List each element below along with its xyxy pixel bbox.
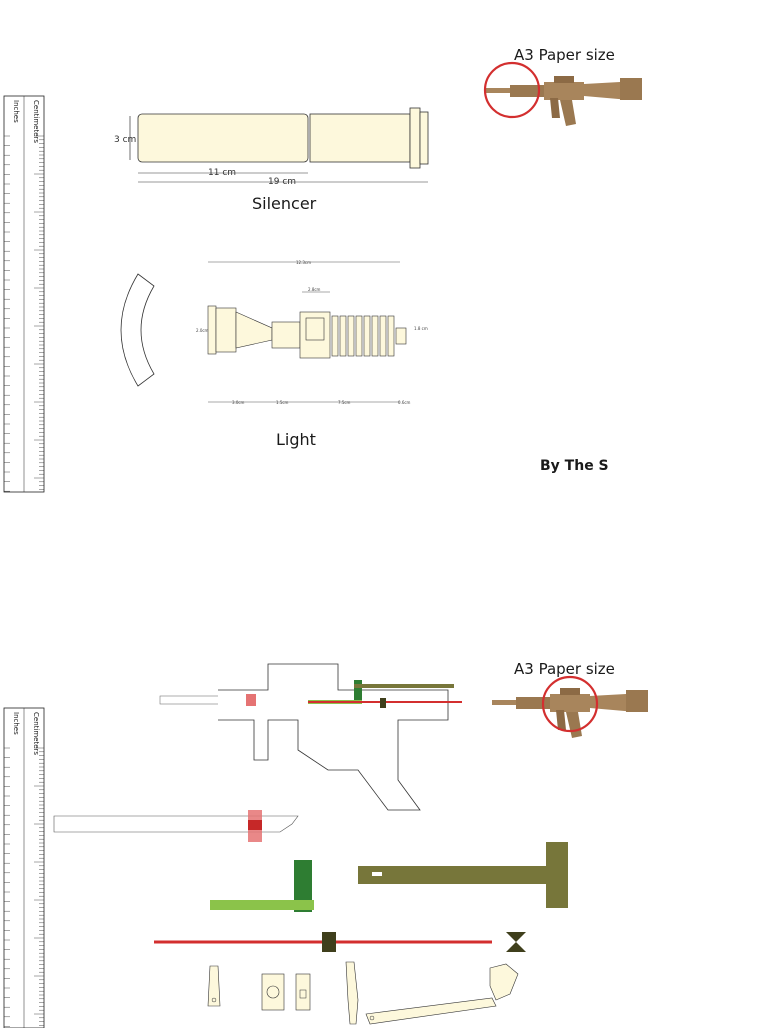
light-dim: 1.8 cm: [414, 326, 428, 331]
page-sheet-2: [0, 640, 768, 1024]
light-dim: 0.6cm: [398, 400, 411, 405]
light-curved-cutout: [108, 270, 168, 390]
light-dim: 1.5cm: [276, 400, 289, 405]
light-drawing: [196, 256, 436, 416]
silencer-height-dim: 3 cm: [114, 135, 137, 145]
light-rib: [388, 316, 394, 356]
light-rib: [380, 316, 386, 356]
red-rod-drawing: [152, 928, 532, 956]
light-rib: [332, 316, 338, 356]
green-lever-drawing: [208, 858, 318, 914]
silencer-drawing: [110, 108, 440, 188]
light-rib: [372, 316, 378, 356]
ruler: [0, 96, 48, 496]
paper-size-header: A3 Paper size: [514, 660, 615, 678]
credit-label: By The S: [540, 458, 609, 474]
light-rib: [356, 316, 362, 356]
ruler-cm-label: Centimeters: [32, 712, 40, 756]
receiver-assembly-drawing: [158, 660, 468, 820]
rifle-thumbnail: [486, 676, 656, 752]
light-dim: 2.0cm: [196, 328, 209, 333]
light-dim: 12.3cm: [296, 260, 312, 265]
small-parts-drawing: [200, 960, 530, 1024]
light-dim: 3.0cm: [232, 400, 245, 405]
light-dim: 2.8cm: [308, 287, 321, 292]
page-sheet-1: [0, 28, 768, 508]
rifle-thumbnail: [480, 68, 650, 138]
ruler-cm-label: Centimeters: [32, 100, 40, 144]
light-dim: 7.5cm: [338, 400, 351, 405]
ruler: [0, 708, 48, 1028]
light-rib: [348, 316, 354, 356]
silencer-inner-dim: 11 cm: [208, 168, 237, 178]
light-label: Light: [276, 430, 316, 449]
silencer-total-dim: 19 cm: [268, 177, 297, 187]
charging-handle-drawing: [354, 840, 574, 910]
ruler-in-label: Inches: [12, 712, 20, 735]
bolt-part-drawing: [52, 808, 306, 848]
paper-size-header: A3 Paper size: [514, 46, 615, 64]
ruler-in-label: Inches: [12, 100, 20, 123]
light-rib: [340, 316, 346, 356]
silencer-label: Silencer: [252, 194, 317, 213]
light-rib: [364, 316, 370, 356]
